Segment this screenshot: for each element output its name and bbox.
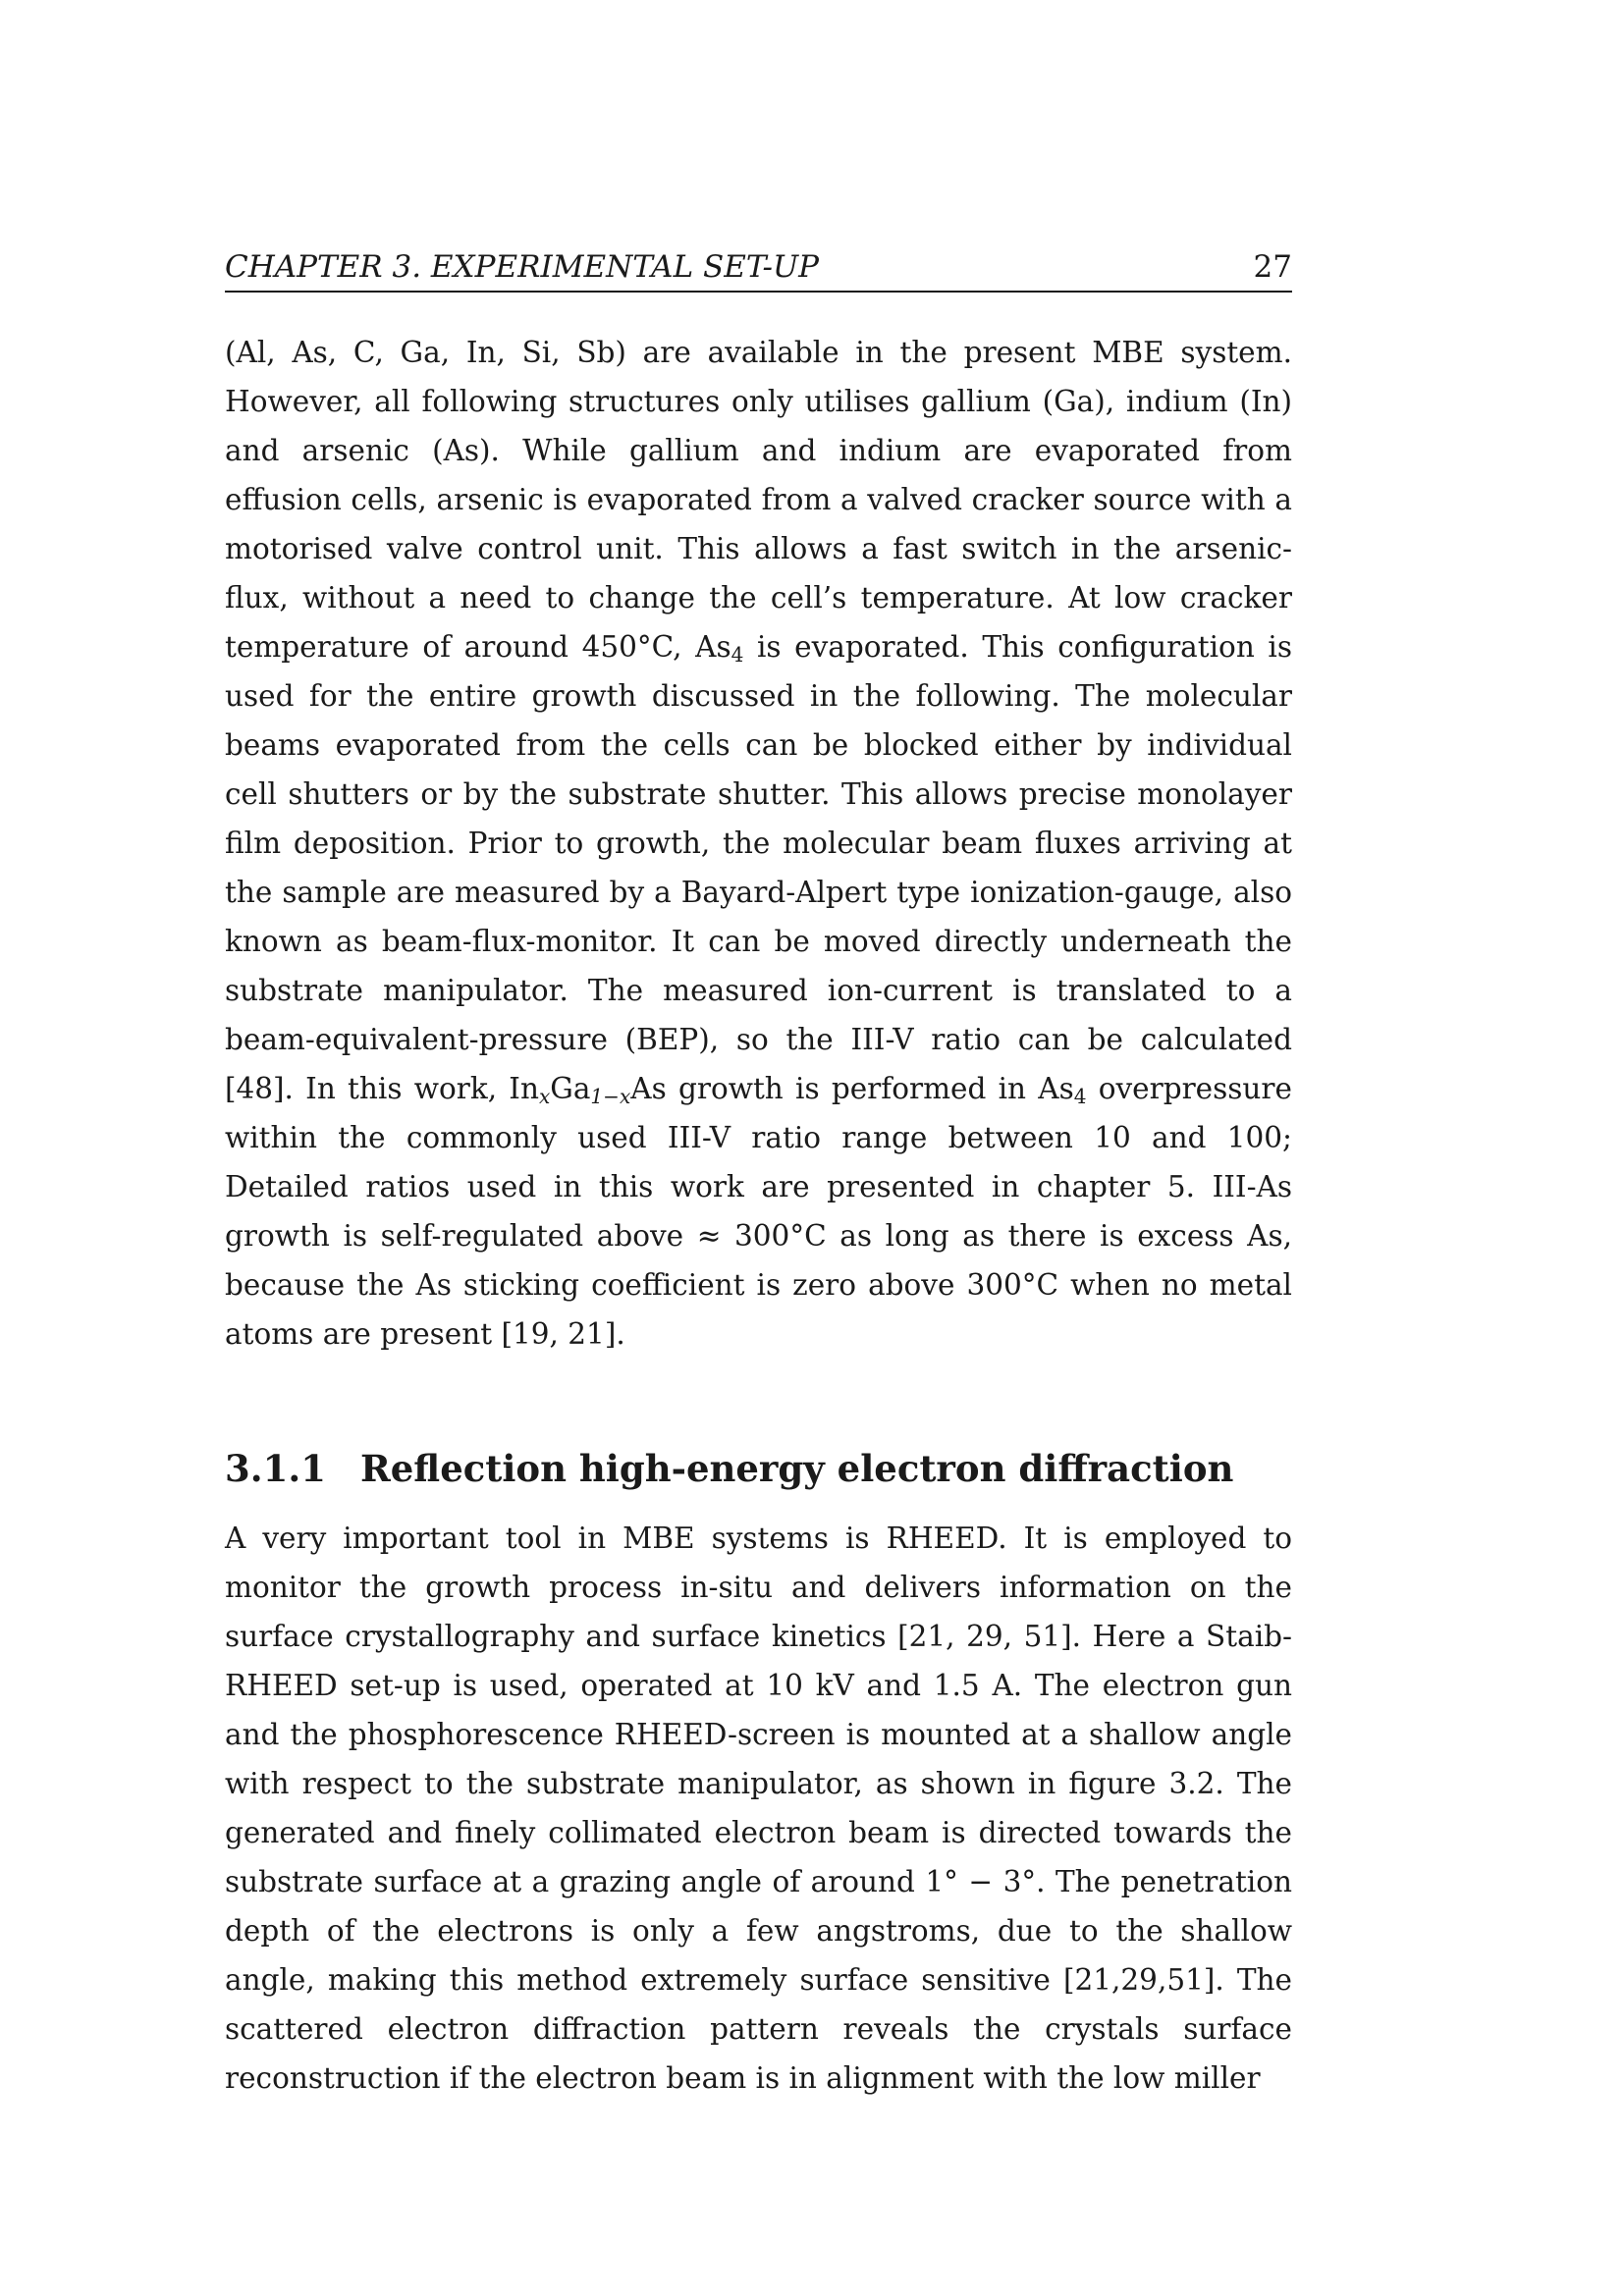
paragraph-mbe-sources — [225, 328, 1292, 1359]
chapter-title: CHAPTER 3. EXPERIMENTAL SET-UP — [225, 249, 820, 285]
p1-text-3: Ga — [550, 1072, 591, 1105]
subscript-1-minus-x: 1−x — [590, 1085, 631, 1108]
page-number: 27 — [1253, 249, 1292, 285]
paragraph-rheed: A very important tool in MBE systems is RHEED. It is employed to monitor the growth process in-situ and delivers information on the surface crystallography and surface kinetics [21, 29, 51]. Here a Staib-RHEED set-up is used, operated at 10 kV and 1.5 A. The electron gun and the phosphorescence RHEED-screen is mounted at a shallow angle with respect to the substrate manipulator, as shown in figure 3.2. The generated and finely collimated electron beam is directed towards the substrate surface at a grazing angle of around 1° − 3°. The penetration depth of the electrons is only a few angstroms, due to the shallow angle, making this method extremely surface sensitive [21,29,51]. The scattered electron diffraction pattern reveals the crystals surface reconstruction if the electron beam is in alignment with the low miller — [225, 1522, 1292, 2095]
section-title: Reflection high-energy electron diffraction — [360, 1447, 1234, 1490]
running-header — [225, 247, 1292, 293]
p1-text-1: (Al, As, C, Ga, In, Si, Sb) are available in the present MBE system. However, all following structures only utilises gallium (Ga), indium (In) and arsenic (As). While gallium and indium are evaporated from effusion cells, arsenic is evaporated from a valved cracker source with a motorised valve control unit. This allows a fast switch in the arsenic-flux, without a need to change the cell’s temperature. At low cracker temperature of around 450°C, As — [225, 336, 1292, 664]
p1-text-2: is evaporated. This configuration is used for the entire growth discussed in the following. The molecular beams evaporated from the cells can be blocked either by individual cell shutters or by the substrate shutter. This allows precise monolayer film deposition. Prior to growth, the molecular beam fluxes arriving at the sample are measured by a Bayard-Alpert type ionization-gauge, also known as beam-flux-monitor. It can be moved directly underneath the substrate manipulator. The measured ion-current is translated to a beam-equivalent-pressure (BEP), so the III-V ratio can be calculated [48]. In this work, In — [225, 630, 1293, 1105]
section-heading — [225, 1445, 1292, 1492]
subscript-4: 4 — [731, 643, 744, 667]
page — [225, 247, 1292, 2103]
p1-text-5: overpressure within the commonly used III-V ratio range between 10 and 100; Detailed ratios used in this work are presented in chapter 5. III-As growth is self-regulated above ≈ 300°C as long as there is excess As, because the As sticking coefficient is zero above 300°C when no metal atoms are present [19, 21]. — [225, 1072, 1292, 1351]
subscript-4: 4 — [1073, 1085, 1087, 1108]
section-number: 3.1.1 — [225, 1447, 326, 1490]
subscript-x: x — [538, 1085, 551, 1108]
p1-text-4: As growth is performed in As — [630, 1072, 1074, 1105]
